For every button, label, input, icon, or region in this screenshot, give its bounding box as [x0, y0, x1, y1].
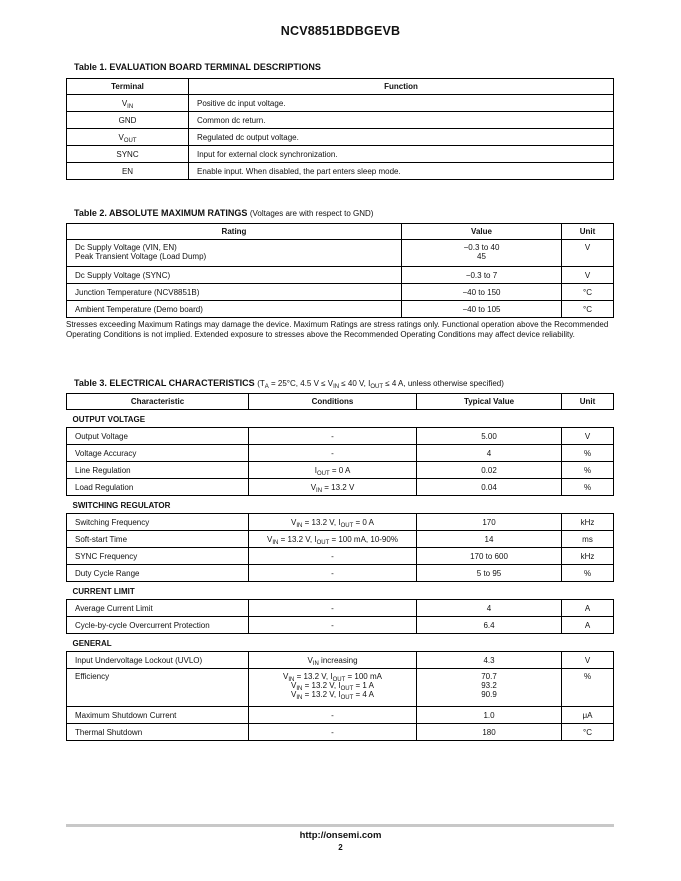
column-header: Function — [189, 79, 614, 95]
conditions-cell: - — [249, 707, 417, 724]
section-header-switching: SWITCHING REGULATOR — [67, 496, 614, 514]
unit-cell: ms — [562, 531, 614, 548]
characteristic-cell: Switching Frequency — [67, 514, 249, 531]
unit-cell: % — [562, 669, 614, 707]
table-row — [67, 129, 614, 146]
value-cell: 170 — [417, 514, 562, 531]
characteristic-cell: SYNC Frequency — [67, 548, 249, 565]
table-row — [67, 146, 614, 163]
value-cell: −0.3 to 7 — [402, 267, 562, 284]
footer-link[interactable]: http://onsemi.com — [299, 830, 382, 841]
conditions-cell: $I_{OUT} = 0$ A — [249, 462, 417, 479]
terminal-cell: $V_{OUT}$ — [67, 129, 189, 146]
unit-cell: °C — [562, 724, 614, 741]
unit-cell: % — [562, 565, 614, 582]
characteristic-cell: Voltage Accuracy — [67, 445, 249, 462]
table-row — [67, 479, 614, 496]
unit-cell: % — [562, 445, 614, 462]
characteristic-cell: Duty Cycle Range — [67, 565, 249, 582]
table-row — [67, 267, 614, 284]
characteristic-cell: Input Undervoltage Lockout (UVLO) — [67, 652, 249, 669]
column-header: Typical Value — [417, 394, 562, 410]
table-row — [67, 445, 614, 462]
unit-cell: V — [562, 428, 614, 445]
conditions-cell: $V_{IN} = 13.2$ V, $I_{OUT} = 100$ mA, 10-90% — [249, 531, 417, 548]
rating-cell: Junction Temperature (NCV8851B) — [67, 284, 402, 301]
column-header: Rating — [67, 224, 402, 240]
unit-cell: A — [562, 617, 614, 634]
function-cell: Enable input. When disabled, the part enters sleep mode. — [189, 163, 614, 180]
value-cell: 5.00 — [417, 428, 562, 445]
table-row — [67, 617, 614, 634]
conditions-cell: $V_{IN} = 13.2$ V, $I_{OUT} = 0$ A — [249, 514, 417, 531]
column-header: Conditions — [249, 394, 417, 410]
value-cell: 4 — [417, 445, 562, 462]
table-row — [67, 112, 614, 129]
value-cell: 5 to 95 — [417, 565, 562, 582]
conditions-cell: - — [249, 600, 417, 617]
table1-caption: Table 1. EVALUATION BOARD TERMINAL DESCRIPTIONS — [74, 62, 321, 72]
table-row — [67, 163, 614, 180]
conditions-cell: - — [249, 724, 417, 741]
unit-cell: °C — [562, 284, 614, 301]
section-header-current: CURRENT LIMIT — [67, 582, 614, 600]
table-row — [67, 95, 614, 112]
table2-caption: Table 2. ABSOLUTE MAXIMUM RATINGS (Voltages are with respect to GND) — [74, 208, 374, 218]
table-header-row — [67, 394, 614, 410]
function-cell: Positive dc input voltage. — [189, 95, 614, 112]
electrical-table — [66, 393, 614, 741]
column-header: Characteristic — [67, 394, 249, 410]
table-row — [67, 514, 614, 531]
characteristic-cell: Cycle-by-cycle Overcurrent Protection — [67, 617, 249, 634]
table-row — [67, 284, 614, 301]
unit-cell: V — [562, 240, 614, 267]
column-header: Value — [402, 224, 562, 240]
rating-cell: Dc Supply Voltage (VIN, EN) Peak Transient Voltage (Load Dump) — [67, 240, 402, 267]
column-header: Unit — [562, 224, 614, 240]
characteristic-cell: Average Current Limit — [67, 600, 249, 617]
conditions-cell: - — [249, 445, 417, 462]
value-cell: 4 — [417, 600, 562, 617]
page-number: 2 — [338, 843, 343, 852]
unit-cell: kHz — [562, 548, 614, 565]
table-row — [67, 707, 614, 724]
table-row — [67, 548, 614, 565]
unit-cell: V — [562, 652, 614, 669]
value-cell: 1.0 — [417, 707, 562, 724]
unit-cell: % — [562, 462, 614, 479]
function-cell: Input for external clock synchronization. — [189, 146, 614, 163]
terminal-cell: EN — [67, 163, 189, 180]
value-cell: −40 to 150 — [402, 284, 562, 301]
document-title: NCV8851BDBGEVB — [280, 24, 401, 38]
value-cell: 170 to 600 — [417, 548, 562, 565]
table3-caption: Table 3. ELECTRICAL CHARACTERISTICS ($T_A = 25^\circ C$, 4.5 $V \le V_{IN} \le 40$ V, $I_{OUT} \le 4$ A, unless otherwise specified) — [74, 378, 504, 390]
characteristic-cell: Maximum Shutdown Current — [67, 707, 249, 724]
column-header: Unit — [562, 394, 614, 410]
value-cell: 180 — [417, 724, 562, 741]
characteristic-cell: Efficiency — [67, 669, 249, 707]
characteristic-cell: Line Regulation — [67, 462, 249, 479]
function-cell: Regulated dc output voltage. — [189, 129, 614, 146]
value-cell: −0.3 to 40 45 — [402, 240, 562, 267]
table-row — [67, 652, 614, 669]
rating-cell: Ambient Temperature (Demo board) — [67, 301, 402, 318]
characteristic-cell: Output Voltage — [67, 428, 249, 445]
table-row — [67, 724, 614, 741]
table-row — [67, 669, 614, 707]
function-cell: Common dc return. — [189, 112, 614, 129]
section-header-general: GENERAL — [67, 634, 614, 652]
conditions-cell: - — [249, 565, 417, 582]
value-cell: 0.04 — [417, 479, 562, 496]
table-header-row — [67, 224, 614, 240]
terminal-cell: $V_{IN}$ — [67, 95, 189, 112]
column-header: Terminal — [67, 79, 189, 95]
rating-cell: Dc Supply Voltage (SYNC) — [67, 267, 402, 284]
conditions-cell: - — [249, 548, 417, 565]
conditions-cell: $V_{IN} = 13.2$ V, $I_{OUT} = 100$ mA $V_{IN} = 13.2$ V, $I_{OUT} = 1$ A $V_{IN} = 13.2$ V, $I_{OUT} = 4$ A — [249, 669, 417, 707]
value-cell: 14 — [417, 531, 562, 548]
value-cell: 0.02 — [417, 462, 562, 479]
ratings-table — [66, 223, 614, 318]
unit-cell: μA — [562, 707, 614, 724]
value-cell: 4.3 — [417, 652, 562, 669]
table-row — [67, 565, 614, 582]
table-row — [67, 600, 614, 617]
unit-cell: V — [562, 267, 614, 284]
conditions-cell: - — [249, 428, 417, 445]
footer-divider — [66, 824, 614, 827]
table-row — [67, 301, 614, 318]
conditions-cell: - — [249, 617, 417, 634]
stress-note: Stresses exceeding Maximum Ratings may damage the device. Maximum Ratings are stress ratings only. Functional operation above the Recommended Operating Conditions is not implied. Extended exposure to stresses above the Recommended Operating Conditions may affect device reliability. — [66, 320, 609, 339]
table-row — [67, 462, 614, 479]
value-cell: −40 to 105 — [402, 301, 562, 318]
conditions-cell: $V_{IN}$ increasing — [249, 652, 417, 669]
section-header-output: OUTPUT VOLTAGE — [67, 410, 614, 428]
value-cell: 70.7 93.2 90.9 — [417, 669, 562, 707]
characteristic-cell: Load Regulation — [67, 479, 249, 496]
terminal-cell: GND — [67, 112, 189, 129]
unit-cell: % — [562, 479, 614, 496]
characteristic-cell: Soft-start Time — [67, 531, 249, 548]
conditions-cell: $V_{IN} = 13.2$ V — [249, 479, 417, 496]
table-row — [67, 428, 614, 445]
value-cell: 6.4 — [417, 617, 562, 634]
table-header-row — [67, 79, 614, 95]
unit-cell: °C — [562, 301, 614, 318]
unit-cell: A — [562, 600, 614, 617]
terminal-cell: SYNC — [67, 146, 189, 163]
table-row — [67, 240, 614, 267]
terminal-table — [66, 78, 614, 180]
table-row — [67, 531, 614, 548]
unit-cell: kHz — [562, 514, 614, 531]
characteristic-cell: Thermal Shutdown — [67, 724, 249, 741]
